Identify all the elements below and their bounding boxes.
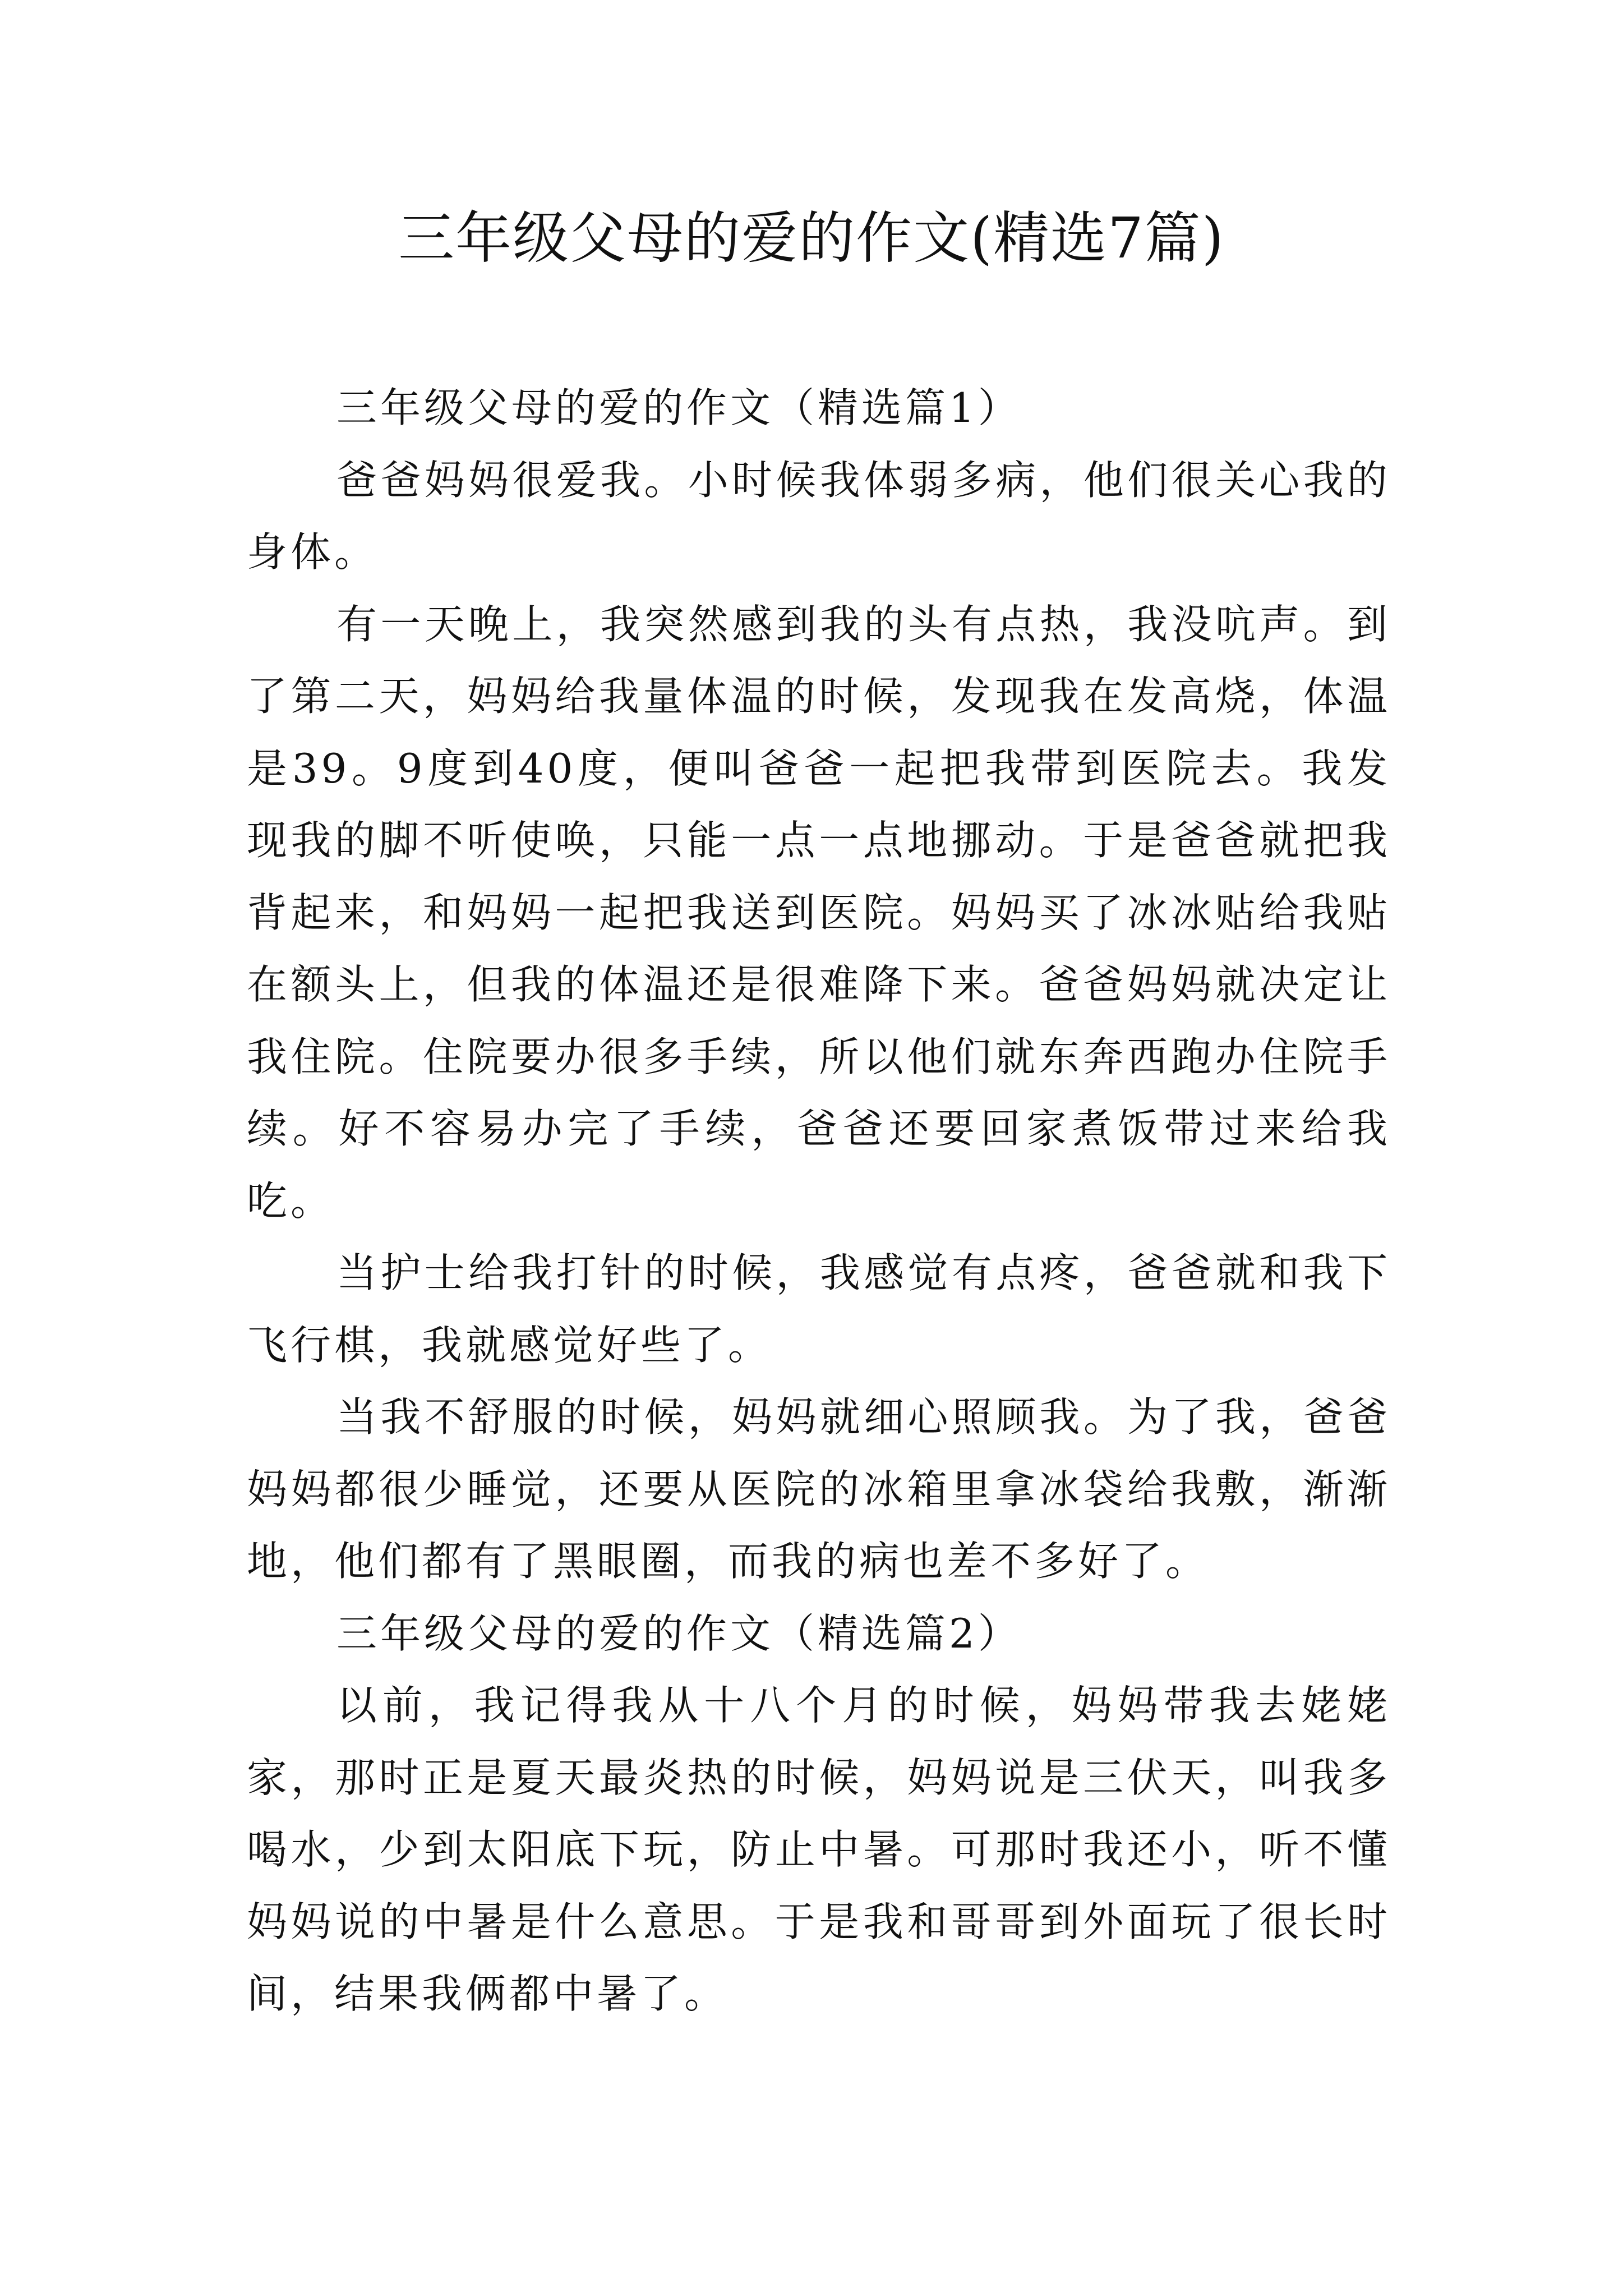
document-title: 三年级父母的爱的作文(精选7篇) [398, 205, 1225, 271]
paragraph: 当护士给我打针的时候，我感觉有点疼，爸爸就和我下飞行棋，我就感觉好些了。 [247, 1249, 1391, 1369]
section-heading-2: 三年级父母的爱的作文（精选篇2） [336, 1609, 1022, 1657]
document-body [247, 372, 1391, 2030]
paragraph: 以前，我记得我从十八个月的时候，妈妈带我去姥姥家，那时正是夏天最炎热的时候，妈妈说是三伏天，叫我多喝水，少到太阳底下玩，防止中暑。可那时我还小，听不懂妈妈说的中暑是什么意思。于是我和哥哥到外面玩了很长时间，结果我俩都中暑了。 [247, 1682, 1391, 2017]
section-heading-1: 三年级父母的爱的作文（精选篇1） [336, 384, 1022, 431]
paragraph: 爸爸妈妈很爱我。小时候我体弱多病，他们很关心我的身体。 [247, 456, 1391, 576]
paragraph: 当我不舒服的时候，妈妈就细心照顾我。为了我，爸爸妈妈都很少睡觉，还要从医院的冰箱里拿冰袋给我敷，渐渐地，他们都有了黑眼圈，而我的病也差不多好了。 [247, 1393, 1391, 1585]
paragraph: 有一天晚上，我突然感到我的头有点热，我没吭声。到了第二天，妈妈给我量体温的时候，发现我在发高烧，体温是39。9度到40度，便叫爸爸一起把我带到医院去。我发现我的脚不听使唤，只能一点一点地挪动。于是爸爸就把我背起来，和妈妈一起把我送到医院。妈妈买了冰冰贴给我贴在额头上，但我的体温还是很难降下来。爸爸妈妈就决定让我住院。住院要办很多手续，所以他们就东奔西跑办住院手续。好不容易办完了手续，爸爸还要回家煮饭带过来给我吃。 [247, 600, 1391, 1225]
